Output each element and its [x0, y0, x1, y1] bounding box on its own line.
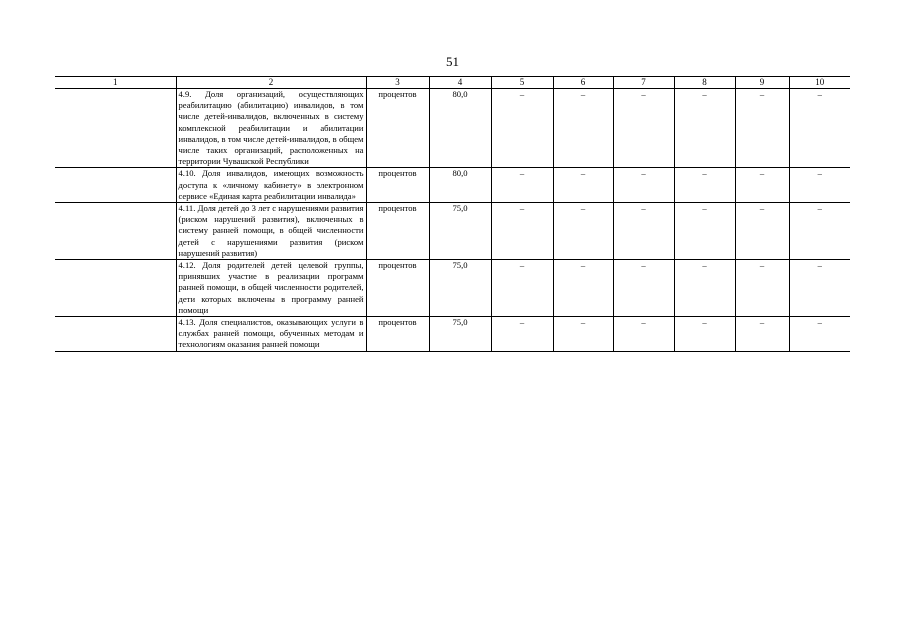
value-cell: –: [789, 317, 850, 352]
indicator-unit: процентов: [366, 317, 429, 352]
indicator-value: 75,0: [429, 260, 491, 317]
column-header-8: 8: [674, 77, 735, 89]
table-row: [55, 203, 850, 260]
column-header-3: 3: [366, 77, 429, 89]
value-cell: –: [674, 168, 735, 203]
value-cell: –: [613, 168, 674, 203]
indicator-unit: процентов: [366, 89, 429, 168]
value-cell: –: [674, 89, 735, 168]
indicators-table: [55, 76, 850, 352]
indicator-value: 75,0: [429, 203, 491, 260]
value-cell: –: [613, 260, 674, 317]
indicator-description: 4.12. Доля родителей детей целевой группы, принявших участие в реализации программ ранней помощи, в общей численности родителей, дети которых включены в программу ранней помощи: [176, 260, 366, 317]
column-header-10: 10: [789, 77, 850, 89]
indicator-unit: процентов: [366, 260, 429, 317]
value-cell: –: [553, 260, 613, 317]
value-cell: –: [491, 203, 553, 260]
page-number: 51: [446, 54, 459, 69]
value-cell: –: [674, 260, 735, 317]
column-header-9: 9: [735, 77, 789, 89]
indicator-description: 4.13. Доля специалистов, оказывающих услуги в службах ранней помощи, обученных методам и технологиям оказания ранней помощи: [176, 317, 366, 352]
indicator-unit: процентов: [366, 168, 429, 203]
column-header-4: 4: [429, 77, 491, 89]
indicator-value: 75,0: [429, 317, 491, 352]
row-group-cell: [55, 317, 176, 352]
row-group-cell: [55, 260, 176, 317]
value-cell: –: [553, 203, 613, 260]
value-cell: –: [491, 168, 553, 203]
indicator-value: 80,0: [429, 168, 491, 203]
value-cell: –: [789, 203, 850, 260]
value-cell: –: [674, 203, 735, 260]
table-row: [55, 260, 850, 317]
table-row: [55, 168, 850, 203]
column-header-5: 5: [491, 77, 553, 89]
value-cell: –: [789, 260, 850, 317]
table-row: [55, 89, 850, 168]
column-header-6: 6: [553, 77, 613, 89]
column-header-2: 2: [176, 77, 366, 89]
indicator-description: 4.10. Доля инвалидов, имеющих возможность доступа к «личному кабинету» в электронном сервисе «Единая карта реабилитации инвалида»: [176, 168, 366, 203]
row-group-cell: [55, 89, 176, 168]
value-cell: –: [613, 89, 674, 168]
value-cell: –: [613, 203, 674, 260]
indicator-description: 4.11. Доля детей до 3 лет с нарушениями развития (риском нарушений развития), включенных в систему ранней помощи, в общей численности детей с нарушениями развития (риском нарушений развития): [176, 203, 366, 260]
value-cell: –: [735, 317, 789, 352]
value-cell: –: [553, 89, 613, 168]
table-row: [55, 317, 850, 352]
row-group-cell: [55, 203, 176, 260]
value-cell: –: [789, 168, 850, 203]
row-group-cell: [55, 168, 176, 203]
column-header-1: 1: [55, 77, 176, 89]
indicator-unit: процентов: [366, 203, 429, 260]
value-cell: –: [491, 89, 553, 168]
value-cell: –: [735, 260, 789, 317]
value-cell: –: [735, 89, 789, 168]
indicator-value: 80,0: [429, 89, 491, 168]
value-cell: –: [789, 89, 850, 168]
value-cell: –: [674, 317, 735, 352]
value-cell: –: [491, 260, 553, 317]
column-header-7: 7: [613, 77, 674, 89]
value-cell: –: [735, 203, 789, 260]
value-cell: –: [613, 317, 674, 352]
value-cell: –: [735, 168, 789, 203]
indicator-description: 4.9. Доля организаций, осуществляющих реабилитацию (абилитацию) инвалидов, в том числе детей-инвалидов, включенных в систему комплексной реабилитации и абилитации инвалидов, в том числе детей-инвалидов, в общем числе таких организаций, расположенных на территории Чувашской Республики: [176, 89, 366, 168]
value-cell: –: [553, 168, 613, 203]
value-cell: –: [491, 317, 553, 352]
value-cell: –: [553, 317, 613, 352]
table-header-row: [55, 77, 850, 89]
